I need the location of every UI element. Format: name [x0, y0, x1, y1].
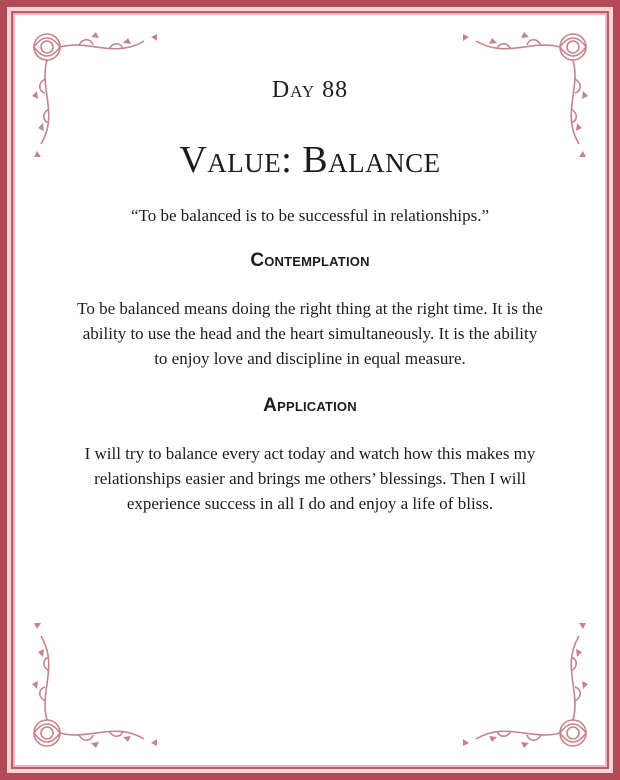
page-content [13, 13, 607, 516]
corner-ornament-icon [19, 611, 169, 761]
quote-text: “To be balanced is to be successful in relationships.” [130, 206, 490, 225]
page-paper [11, 11, 609, 769]
frame-inner-border [7, 7, 613, 773]
section-heading-application: Application [263, 395, 357, 416]
day-label: Day 88 [271, 77, 349, 103]
section-text-application: I will try to balance every act today and watch how this makes my relationships easier and brings me others’ blessings. Then I will experience success in all I do and enjoy a life of bliss. [84, 444, 536, 513]
page-title: Value: Balance [179, 139, 441, 181]
section-heading-contemplation: Contemplation [250, 250, 370, 271]
corner-ornament-icon [451, 611, 601, 761]
section-text-contemplation: To be balanced means doing the right thing at the right time. It is the ability to use the head and the heart simultaneously. It is the ability to enjoy love and discipline in equal measure. [77, 299, 543, 368]
